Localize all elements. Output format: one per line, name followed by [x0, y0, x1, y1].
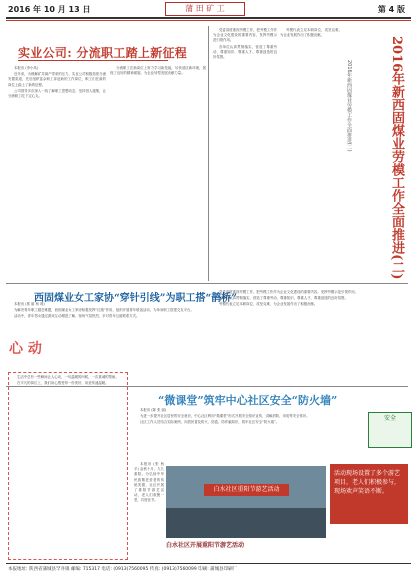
headline-3: “微课堂”筑牢中心社区安全“防火墙” — [158, 394, 338, 407]
headline-2: 西固煤业女工家协“穿针引线”为职工搭“鹊桥” — [34, 293, 238, 304]
xindong-para-2: 在平凡的岗位上，我们用心感受每一份美好，用爱传递温暖。 — [17, 381, 109, 386]
cartoon-label: 安全 — [383, 415, 396, 422]
article-4-para-2: 各单位认真贯彻落实，营造了尊重劳动、尊重知识、尊重人才、尊重创造的良好氛围。 — [213, 44, 277, 60]
header-red-rule — [6, 20, 411, 21]
safety-cartoon — [368, 412, 412, 448]
vertical-feature-title: 2016年新西固煤业劳模工作全面推进(二) — [389, 36, 404, 280]
article-3-body — [134, 408, 364, 460]
article-3-byline: 本报讯 (陈 张 丽) — [140, 408, 167, 412]
xindong-label-box — [9, 338, 45, 368]
article-4-col-2 — [280, 28, 342, 278]
divider-horizontal-1 — [6, 283, 408, 284]
event-photo-2 — [330, 464, 408, 524]
photo-caption: 白水社区开展重阳节游艺活动 — [166, 542, 245, 549]
article-4-lower-para-2: 各单位认真贯彻落实，营造了尊重劳动、尊重知识、尊重人才、尊重创造的良好氛围。 — [219, 296, 348, 301]
header-rule — [6, 17, 411, 19]
page-number: 第 4 版 — [377, 5, 405, 14]
divider-vertical-1 — [208, 26, 209, 281]
headline-1: 实业公司: 分流职工踏上新征程 — [18, 46, 188, 60]
event-photo — [166, 466, 326, 538]
article-2-para-2: 活动中，青年男女通过游戏互动增进了解，现场气氛热烈，多对青年互留联系方式。 — [14, 314, 140, 319]
article-3-para-1: 为进一步提升社区居民的安全意识，中心社区利用“微课堂”形式开展安全知识宣传，讲解消防、用电等安全常识。 — [140, 414, 310, 419]
footer-info: 本报地址: 陕西省蒲城县罕井镇 邮编: 715317 电话: (0913)7560095 传真: (0913)7560099 印刷: 蒲城县印刷厂 — [8, 567, 238, 572]
article-1-para-1: 近年来，为缓解矿井减产带来的压力，实业公司积极拓宽分流安置渠道，先后组织富余职工奔赴新的工作岗位，职工们在新的岗位上踏上了新的征程。 — [8, 72, 106, 87]
article-4-lower — [213, 290, 408, 385]
article-4-lower-para-3: 劳模代表立足本职岗位，攻坚克难，为企业发展作出了积极贡献。 — [219, 302, 318, 307]
issue-date: 2016 年 10 月 13 日 — [8, 5, 91, 14]
vertical-feature-subtitle: 2016年新西固煤业劳模工作全面推进(二) — [346, 60, 352, 152]
footer-rule — [6, 563, 411, 564]
photo-2-text: 活动现场设置了多个游艺项目，老人们积极参与，现场欢声笑语不断。 — [334, 470, 401, 495]
article-3-para-2: 社区工作人员结合实际案例，向居民普及防火、防盗、防诈骗知识，筑牢社区安全“防火墙”。 — [140, 420, 280, 425]
article-2-para-1: 为解决青年职工婚恋难题，西固煤业女工家协积极发挥“红娘”作用，组织开展青年联谊活动，为单身职工搭建交友平台。 — [14, 308, 194, 313]
article-1-para-3: 分流职工在新岗位上努力学习新技能，尽快适应新环境，展现了良好的精神面貌，为企业转型发展贡献力量。 — [110, 66, 206, 76]
xindong-title: 心 动 — [9, 341, 42, 357]
masthead-logo: 蒲 田 矿 工 — [165, 2, 245, 16]
xindong-para-1: 生活中总有一些瞬间让人心动，一句温暖的问候，一次真诚的帮助。 — [17, 375, 119, 379]
article-2-body — [8, 302, 206, 324]
photo-banner: 白水社区重阳节游艺活动 — [204, 484, 289, 496]
article-4-lower-para-1: 党委高度重视劳模工作，把劳模工作作为企业文化建设的重要内容，发挥劳模示范引领作用。 — [219, 290, 359, 294]
photo-crowd — [166, 508, 326, 538]
article-4-para-1: 党委高度重视劳模工作，把劳模工作作为企业文化建设的重要内容，发挥劳模示范引领作用。 — [213, 28, 277, 43]
article-4-col-1 — [213, 28, 277, 278]
xindong-article — [8, 372, 128, 560]
article-1-col-1 — [8, 66, 106, 276]
article-6-para-1: 本报讯 (张 秋 平) 金秋十月，九九重阳。为弘扬中华民族敬老爱老的传统美德，社区开展了重阳节游艺活动，老人们欢聚一堂，共度佳节。 — [134, 462, 164, 503]
article-1-para-2: 公司领导多次深入一线了解职工思想动态，坚持因人施策，让分流职工吃下定心丸。 — [8, 88, 106, 99]
article-2-byline: 本报讯 (郭 丽 杨 莉) — [14, 302, 45, 306]
article-1-byline: 本报讯 (李小凤) — [14, 66, 39, 70]
headline-1-rule — [18, 60, 168, 61]
article-4-para-3: 劳模代表立足本职岗位，攻坚克难，为企业发展作出了积极贡献。 — [280, 28, 342, 38]
article-1-col-2 — [110, 66, 206, 276]
article-6-side — [134, 462, 164, 557]
